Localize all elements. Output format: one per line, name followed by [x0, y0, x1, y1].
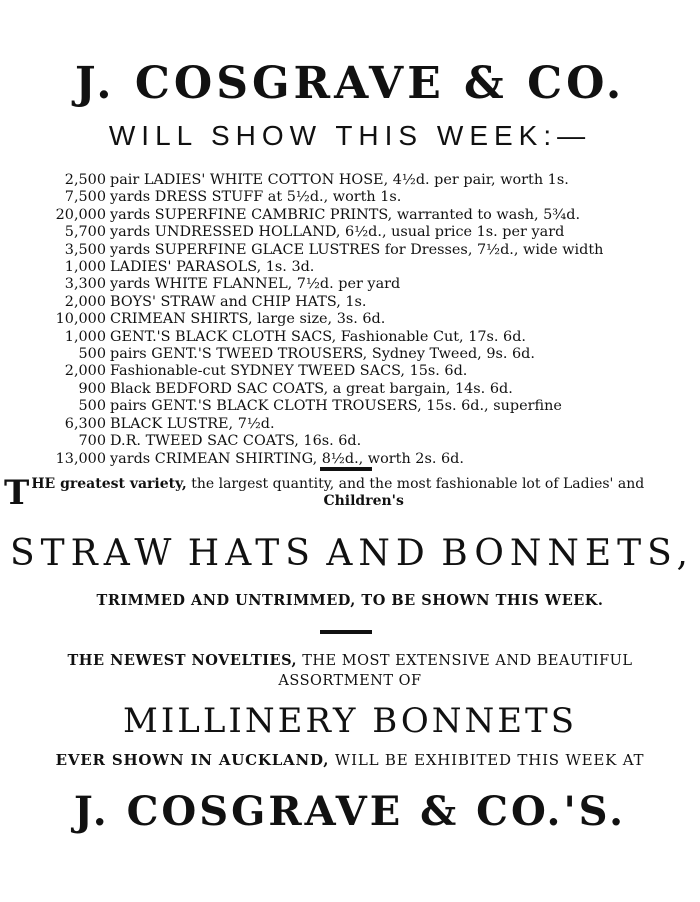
header-subtitle: WILL SHOW THIS WEEK:— — [108, 120, 592, 151]
item-quantity: 900 — [78, 380, 106, 397]
straw-word: BONNETS, — [441, 533, 694, 574]
list-item — [48, 172, 700, 189]
item-text: yards DRESS STUFF at 5½d., worth 1s. — [110, 189, 402, 206]
list-item — [48, 276, 700, 293]
header-title: J. COSGRAVE & CO. — [74, 58, 626, 109]
item-text: pairs GENT.'S TWEED TROUSERS, Sydney Tweed, 9s. 6d. — [110, 346, 535, 363]
item-quantity: 1,000 — [64, 259, 106, 276]
list-item — [48, 242, 700, 259]
drop-cap: T — [4, 473, 30, 513]
item-list — [48, 172, 700, 468]
item-text: yards SUPERFINE CAMBRIC PRINTS, warranted to wash, 5¾d. — [110, 206, 581, 223]
item-text: Fashionable-cut SYDNEY TWEED SACS, 15s. 6d. — [110, 363, 468, 380]
item-quantity: 5,700 — [64, 224, 106, 241]
list-item — [48, 224, 700, 241]
newest-bold: THE NEWEST NOVELTIES, — [67, 652, 298, 669]
item-quantity: 2,500 — [64, 172, 106, 188]
list-item — [48, 207, 700, 224]
item-quantity: 7,500 — [64, 189, 106, 206]
item-text: CRIMEAN SHIRTS, large size, 3s. 6d. — [110, 311, 386, 328]
item-text: yards UNDRESSED HOLLAND, 6½d., usual price 1s. per yard — [110, 224, 565, 241]
list-item — [48, 294, 700, 311]
item-text: yards SUPERFINE GLACE LUSTRES for Dresses, 7½d., wide width — [110, 241, 604, 258]
item-quantity: 1,000 — [64, 328, 106, 345]
ever-shown-line — [0, 751, 700, 769]
item-quantity: 2,000 — [64, 363, 106, 380]
list-item — [48, 311, 700, 328]
newest-line2: ASSORTMENT OF — [278, 673, 422, 689]
greatest-variety-paragraph — [4, 473, 696, 513]
list-item — [48, 189, 700, 206]
item-quantity: 500 — [78, 346, 106, 363]
newest-novelties-paragraph — [0, 651, 700, 691]
item-text: pairs GENT.'S BLACK CLOTH TROUSERS, 15s. 6d., superfine — [110, 398, 562, 415]
item-quantity: 3,300 — [64, 276, 106, 293]
item-quantity: 13,000 — [55, 450, 106, 467]
list-item — [48, 363, 700, 380]
divider-rule — [320, 467, 372, 471]
item-text: Black BEDFORD SAC COATS, a great bargain, 14s. 6d. — [110, 380, 513, 397]
straw-word: AND — [326, 533, 431, 574]
item-text: pair LADIES' WHITE COTTON HOSE, 4½d. per pair, worth 1s. — [110, 172, 569, 188]
item-text: yards CRIMEAN SHIRTING, 8½d., worth 2s. 6d. — [110, 450, 464, 467]
list-item — [48, 381, 700, 398]
item-text: BLACK LUSTRE, 7½d. — [110, 415, 275, 432]
item-quantity: 3,500 — [64, 241, 106, 258]
item-quantity: 700 — [78, 433, 106, 450]
list-item — [48, 398, 700, 415]
newest-rest: THE MOST EXTENSIVE AND BEAUTIFUL — [302, 653, 633, 669]
greatest-rest: the largest quantity, and the most fashionable lot of Ladies' and — [191, 476, 645, 492]
footer-title: J. COSGRAVE & CO.'S. — [73, 788, 627, 835]
trimmed-line: TRIMMED AND UNTRIMMED, TO BE SHOWN THIS WEEK. — [96, 592, 604, 609]
ever-bold: EVER SHOWN IN AUCKLAND, — [55, 751, 330, 769]
divider-rule — [320, 630, 372, 634]
item-text: yards WHITE FLANNEL, 7½d. per yard — [110, 276, 401, 293]
item-quantity: 20,000 — [55, 206, 106, 223]
greatest-line2: Children's — [323, 493, 404, 509]
list-item — [48, 329, 700, 346]
item-quantity: 6,300 — [64, 415, 106, 432]
item-text: D.R. TWEED SAC COATS, 16s. 6d. — [110, 433, 362, 450]
item-quantity: 10,000 — [55, 311, 106, 328]
straw-hats-heading — [10, 533, 694, 574]
item-quantity: 500 — [78, 398, 106, 415]
greatest-first-words: HE greatest variety, — [31, 476, 187, 492]
item-quantity: 2,000 — [64, 293, 106, 310]
item-text: BOYS' STRAW and CHIP HATS, 1s. — [110, 293, 367, 310]
item-text: LADIES' PARASOLS, 1s. 3d. — [110, 259, 315, 276]
list-item — [48, 433, 700, 450]
ever-rest: WILL BE EXHIBITED THIS WEEK AT — [334, 751, 645, 769]
list-item — [48, 259, 700, 276]
list-item — [48, 451, 700, 468]
list-item — [48, 416, 700, 433]
straw-word: STRAW — [10, 533, 178, 574]
item-text: GENT.'S BLACK CLOTH SACS, Fashionable Cut, 17s. 6d. — [110, 328, 526, 345]
millinery-heading: MILLINERY BONNETS — [123, 701, 577, 741]
straw-word: HATS — [187, 533, 316, 574]
list-item — [48, 346, 700, 363]
